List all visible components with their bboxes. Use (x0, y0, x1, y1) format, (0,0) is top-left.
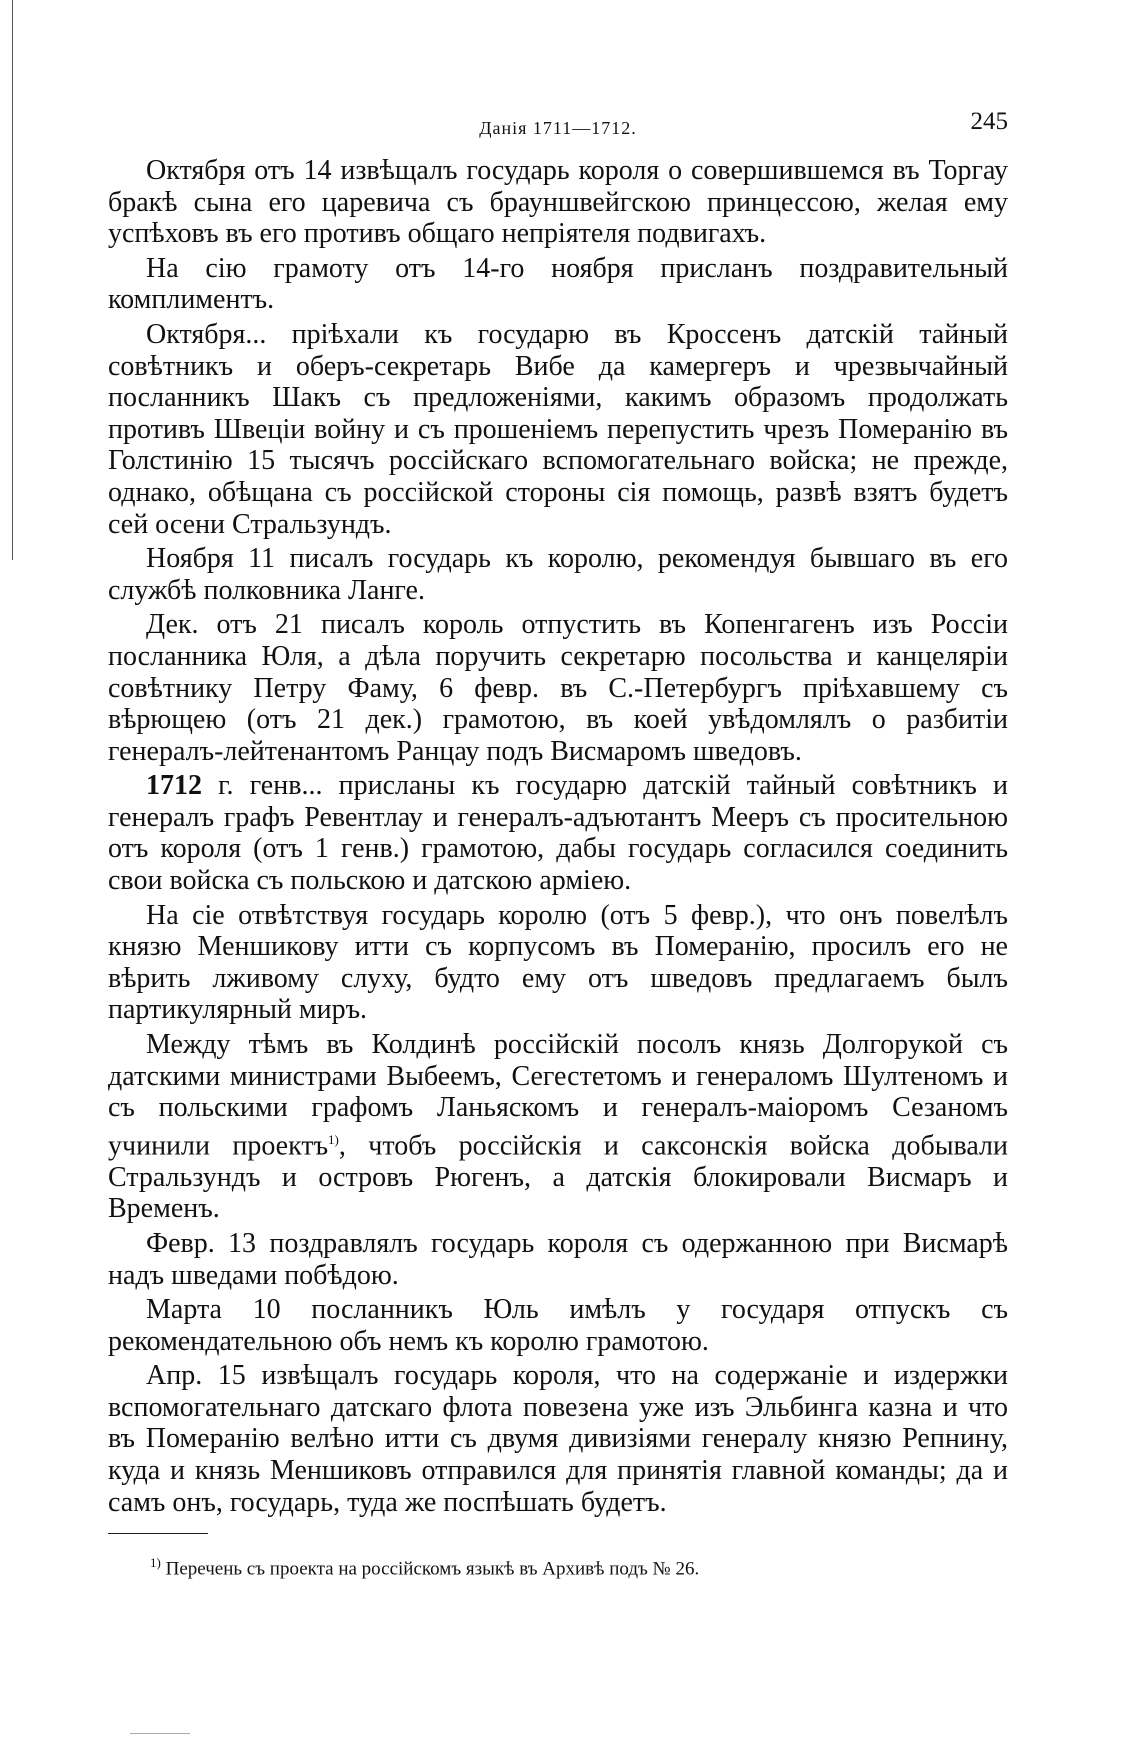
footnote-text: Перечень съ проекта на россійскомъ языкѣ въ Архивѣ подъ № 26. (160, 1558, 700, 1580)
paragraph: На сіе отвѣтствуя государь королю (отъ 5 февр.), что онъ повелѣлъ князю Меншикову итти съ корпусомъ въ Померанію, просилъ его не вѣрить лживому слуху, будто ему отъ шведовъ предлагаемъ былъ партикулярный миръ. (108, 899, 1008, 1026)
body-text (108, 155, 1008, 1521)
bottom-scan-mark (130, 1733, 190, 1734)
page-edge-line (12, 0, 13, 560)
running-title: Данія 1711—1712. (479, 118, 637, 138)
year-label: 1712 (146, 770, 202, 802)
paragraph: Октября отъ 14 извѣщалъ государь короля о совершившемся въ Торгау бракѣ сына его царевича съ брауншвейгскою принцессою, желая ему успѣховъ въ его противъ общаго непріятеля подвигахъ. (108, 155, 1008, 250)
paragraph-project (108, 1029, 1008, 1225)
paragraph: Ноября 11 писалъ государь къ королю, рекомендуя бывшаго въ его службѣ полковника Ланге. (108, 543, 1008, 606)
paragraph: На сію грамоту отъ 14-го ноября присланъ поздравительный комплиментъ. (108, 252, 1008, 316)
page-header (108, 108, 1008, 148)
paragraph: Дек. отъ 21 писалъ король отпустить въ Копенгагенъ изъ Россіи посланника Юля, а дѣла поручить секретарю посольства и канцеляріи совѣтнику Петру Фаму, 6 февр. въ С.-Петербургъ пріѣхавшему съ вѣрющею (отъ 21 дек.) грамотою, въ коей увѣдомлялъ о разбитіи генералъ-лейтенантомъ Ранцау подъ Висмаромъ шведовъ. (108, 609, 1008, 767)
footnote-divider (108, 1533, 208, 1534)
paragraph-text: г. генв... присланы къ государю датскій тайный совѣтникъ и генералъ графъ Ревентлау и генералъ-адъютантъ Мееръ съ просительною отъ короля (отъ 1 генв.) грамотою, дабы государь согласился соединить свои войска съ польскою и датскою арміею. (108, 770, 1008, 897)
paragraph: Февр. 13 поздравлялъ государь короля съ одержанною при Висмарѣ надъ шведами побѣдою. (108, 1227, 1008, 1291)
paragraph: Марта 10 посланникъ Юль имѣлъ у государя отпускъ съ рекомендательною объ немъ къ королю грамотою. (108, 1294, 1008, 1357)
page-number: 245 (970, 108, 1008, 135)
paragraph-text: Между тѣмъ въ Колдинѣ россійскій посолъ князь Долгорукой съ датскими министрами Выбеемъ, Сегестетомъ и генераломъ Шултеномъ и съ польскими графомъ Ланьяскомъ и генералъ-маіоромъ Сезаномъ учинили проектъ (108, 1029, 1008, 1162)
paragraph-text: , чтобъ россійскія и саксонскія войска добывали Стральзундъ и островъ Рюгенъ, а датскія блокировали Висмаръ и Временъ. (108, 1130, 1008, 1225)
footnote-mark: 1) (150, 1555, 161, 1570)
footnote (150, 1555, 1000, 1580)
paragraph: Октября... пріѣхали къ государю въ Кроссенъ датскій тайный совѣтникъ и оберъ-секретарь Вибе да камергеръ и чрезвычайный посланникъ Шакъ съ предложеніями, какимъ образомъ продолжать противъ Швеціи войну и съ прошеніемъ перепустить чрезъ Померанію въ Голстинію 15 тысячъ россійскаго вспомогательнаго войска; не прежде, однако, обѣщана съ россійской стороны сія помощь, развѣ взятъ будетъ сей осени Стральзундъ. (108, 318, 1008, 540)
paragraph: Апр. 15 извѣщалъ государь короля, что на содержаніе и издержки вспомогательнаго датскаго флота повезена уже изъ Эльбинга казна и что въ Померанію велѣно итти съ двумя дивизіями генералу князю Репнину, куда и князь Меншиковъ отправился для принятія главной команды; да и самъ онъ, государь, туда же поспѣшать будетъ. (108, 1360, 1008, 1518)
footnote-reference: 1) (328, 1131, 339, 1147)
paragraph-1712 (108, 770, 1008, 896)
